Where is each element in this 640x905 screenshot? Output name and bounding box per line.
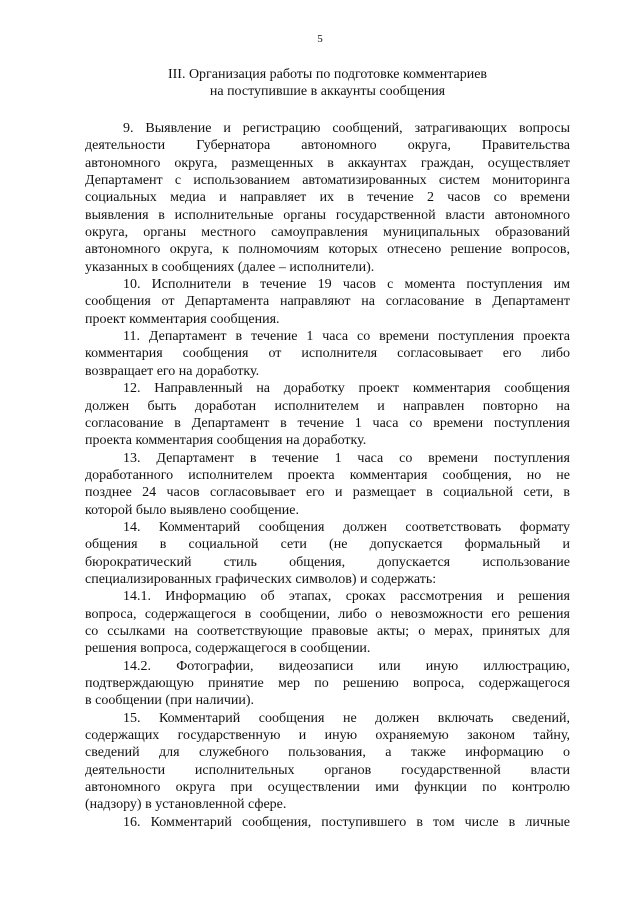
text-line: 14.1. Информацию об этапах, сроках рассмотрения и решения bbox=[123, 589, 570, 605]
text-line: округа, органы местного самоуправления муниципальных образований bbox=[85, 225, 570, 241]
text-line: 15. Комментарий сообщения не должен включать сведений, bbox=[123, 710, 570, 726]
text-line: должен быть доработан исполнителем и направлен повторно на bbox=[85, 398, 570, 414]
text-line: специализированных графических символов) и содержать: bbox=[85, 571, 437, 587]
section-title-line: III. Организация работы по подготовке комментариев bbox=[167, 67, 488, 82]
text-line: выявления в исполнительные органы государственной власти автономного bbox=[85, 207, 570, 223]
text-line: социальных медиа и направляет их в течение 2 часов со времени bbox=[85, 190, 570, 206]
text-line: вопроса, содержащегося в сообщении, либо о невозможности его решения bbox=[85, 606, 570, 622]
text-line: позднее 24 часов согласовывает его и размещает в социальной сети, в bbox=[85, 485, 570, 501]
text-line: деятельности исполнительных органов государственной власти bbox=[85, 762, 570, 778]
text-line: содержащих государственную и иную охраняемую законом тайну, bbox=[85, 728, 570, 744]
text-line: со ссылками на соответствующие правовые акты; о мерах, принятых для bbox=[85, 623, 570, 639]
section-title-line: на поступившие в аккаунты сообщения bbox=[209, 84, 446, 99]
text-line: подтверждающую принятие мер по решению вопроса, содержащегося bbox=[85, 676, 570, 691]
text-line: автономного округа при осуществлении ими функции по контролю bbox=[85, 780, 570, 796]
text-line: 14.2. Фотографии, видеозаписи или иную иллюстрацию, bbox=[123, 658, 570, 674]
text-line: 14. Комментарий сообщения должен соответствовать формату bbox=[123, 519, 570, 535]
text-line: сообщения от Департамента направляют на согласование в Департамент bbox=[85, 294, 570, 310]
text-line: Департамент с использованием автоматизированных систем мониторинга bbox=[85, 173, 570, 189]
text-line: автономного округа, к полномочиям которых отнесено решение вопросов, bbox=[85, 242, 570, 258]
text-line: 11. Департамент в течение 1 часа со времени поступления проекта bbox=[123, 329, 570, 345]
page-number: 5 bbox=[317, 33, 323, 45]
text-line: автономного округа, размещенных в аккаунтах граждан, осуществляет bbox=[85, 155, 570, 171]
text-line: 10. Исполнители в течение 19 часов с момента поступления им bbox=[123, 277, 570, 293]
text-line: проекта комментария сообщения на доработку. bbox=[85, 433, 367, 449]
text-line: бюрократический стиль общения, допускается использование bbox=[85, 554, 570, 570]
text-line: 9. Выявление и регистрацию сообщений, затрагивающих вопросы bbox=[123, 121, 570, 136]
text-line: указанных в сообщениях (далее – исполнители). bbox=[85, 259, 375, 275]
text-line: комментария сообщения от исполнителя согласовывает его либо bbox=[85, 346, 570, 362]
text-line: доработанного исполнителем проекта комментария сообщения, но не bbox=[85, 467, 570, 483]
text-line: 12. Направленный на доработку проект комментария сообщения bbox=[123, 381, 570, 397]
text-line: общения в социальной сети (не допускается формальный и bbox=[85, 537, 570, 553]
body-text bbox=[85, 120, 570, 831]
text-line: проект комментария сообщения. bbox=[85, 311, 280, 327]
section-title bbox=[85, 66, 570, 100]
text-line: (надзору) в установленной сфере. bbox=[85, 797, 287, 813]
text-line: деятельности Губернатора автономного округа, Правительства bbox=[85, 138, 570, 154]
text-line: 13. Департамент в течение 1 часа со времени поступления bbox=[123, 450, 570, 466]
text-line: сведений для служебного пользования, а также информацию о bbox=[85, 745, 570, 761]
text-line: согласование в Департамент в течение 1 часа со времени поступления bbox=[85, 415, 570, 431]
text-line: решения вопроса, содержащегося в сообщении. bbox=[85, 641, 371, 657]
text-line: в сообщении (при наличии). bbox=[85, 693, 255, 709]
text-line: возвращает его на доработку. bbox=[85, 363, 260, 379]
text-line: которой было выявлено сообщение. bbox=[85, 502, 299, 518]
text-line: 16. Комментарий сообщения, поступившего в том числе в личные bbox=[123, 814, 570, 830]
